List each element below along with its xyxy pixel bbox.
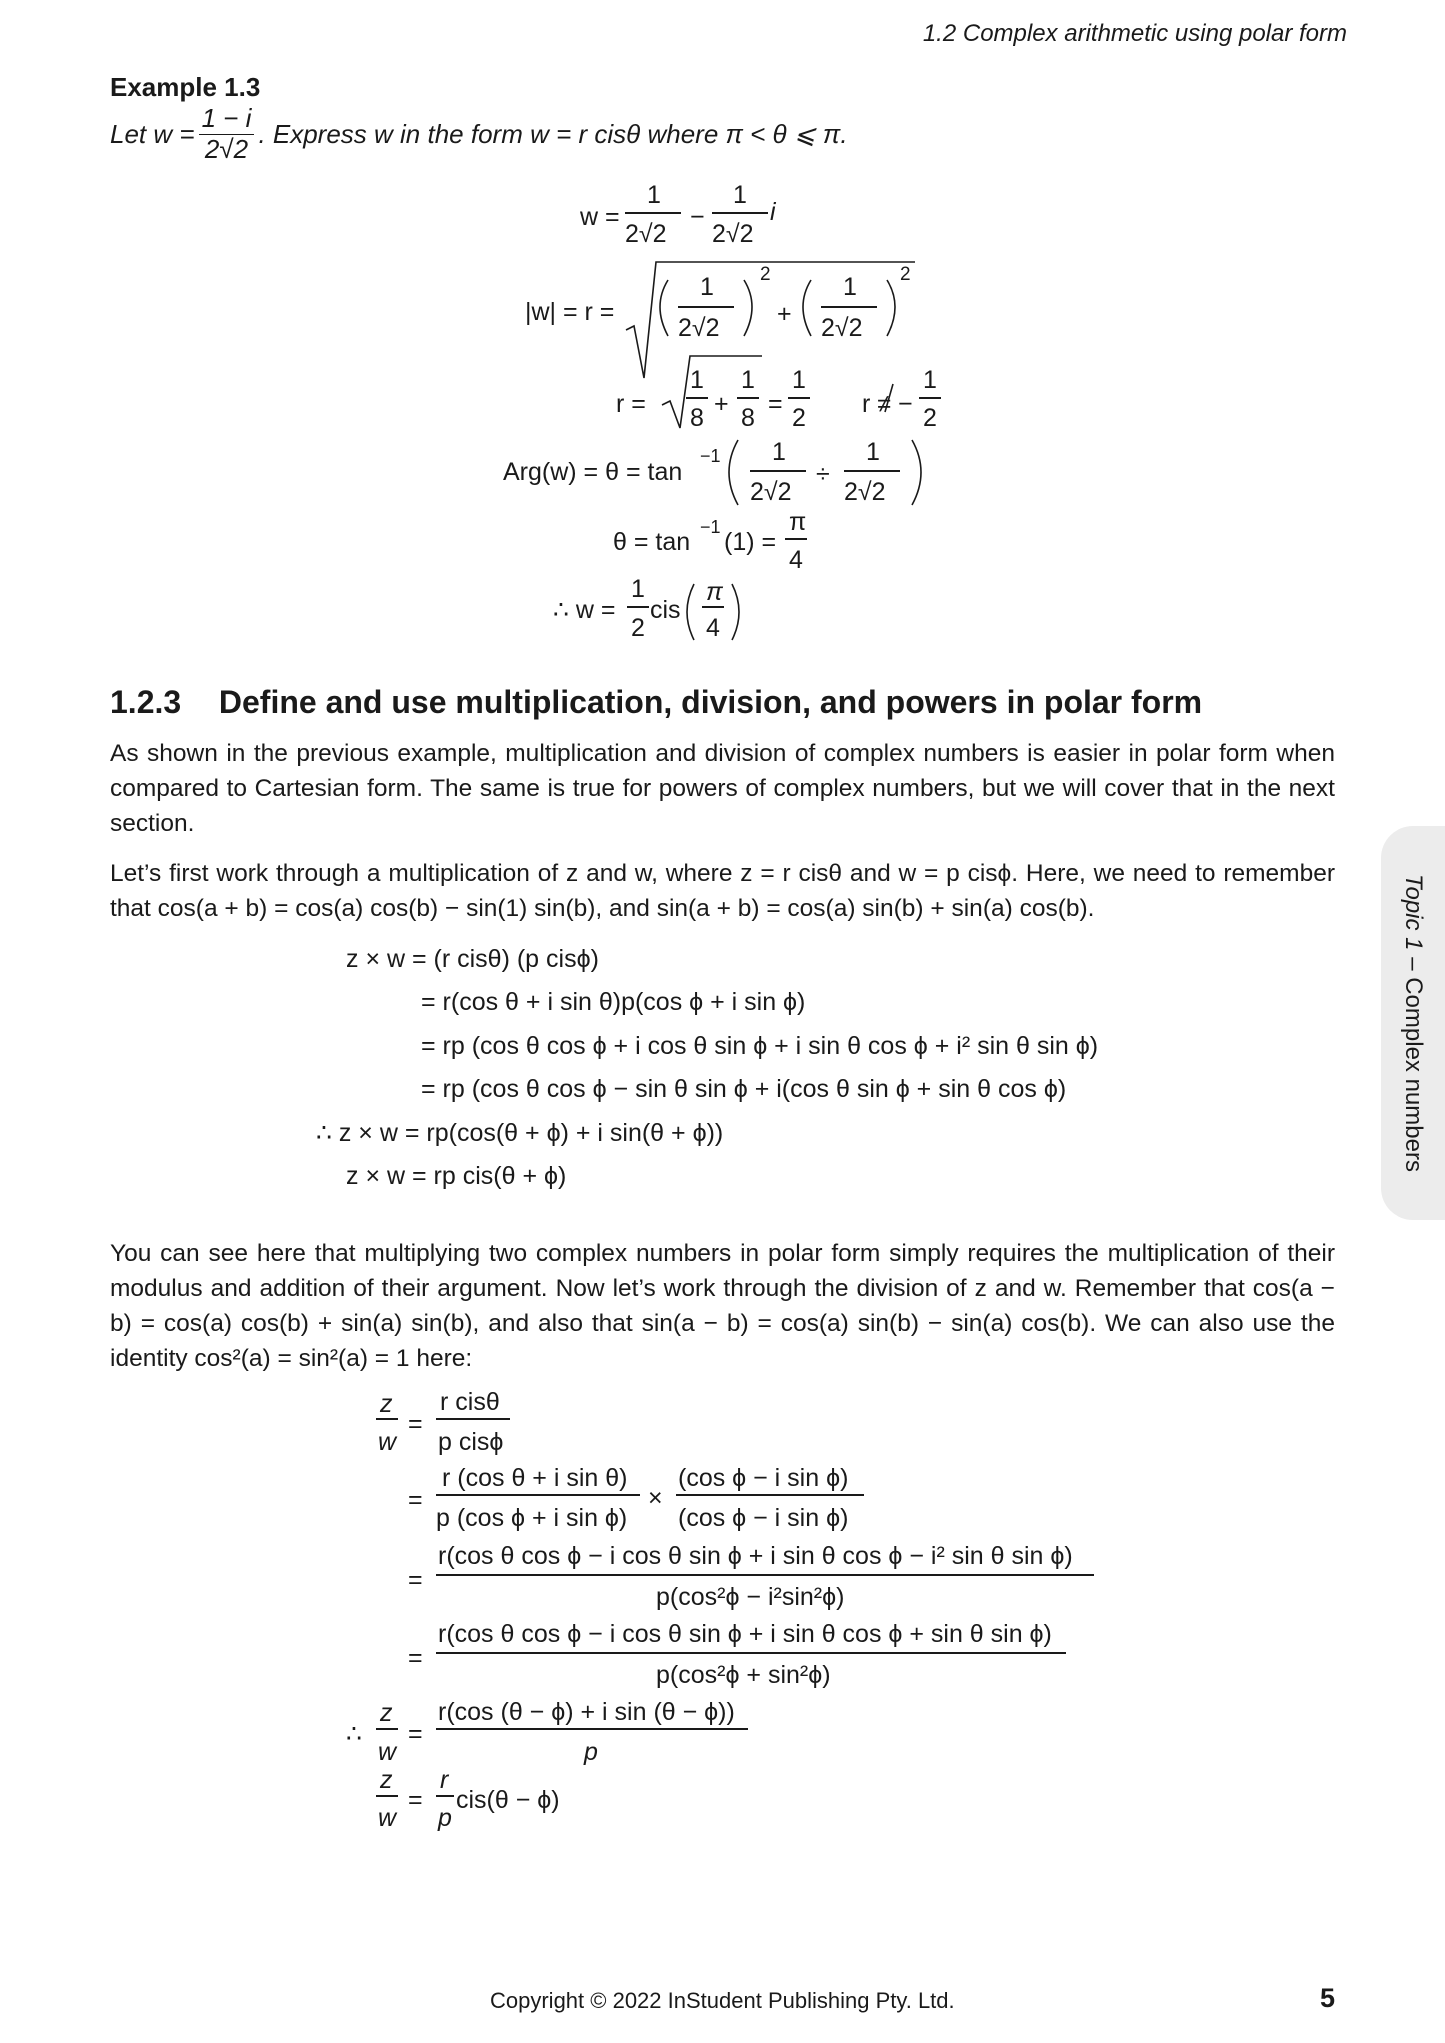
mod-t2-den: 2√2: [821, 314, 863, 342]
theta-rest: (1) =: [724, 528, 777, 556]
theta-line: θ = tan: [613, 528, 691, 556]
div-s5-den: p: [584, 1738, 598, 1766]
arg-b-den: 2√2: [844, 478, 886, 506]
div-s2b-num: (cos ϕ − i sin ϕ): [678, 1464, 849, 1492]
div-eq-1: =: [408, 1410, 423, 1438]
div-s3-num: r(cos θ cos ϕ − i cos θ sin ϕ + i sin θ cos ϕ − i² sin θ sin ϕ): [438, 1542, 1073, 1570]
running-header: 1.2 Complex arithmetic using polar form: [922, 20, 1347, 47]
mult-line-4: = rp (cos θ cos ϕ − sin θ sin ϕ + i(cos θ sin ϕ + sin θ cos ϕ): [421, 1075, 1067, 1103]
div-s4-den: p(cos²ϕ + sin²ϕ): [656, 1661, 831, 1689]
paragraph-3: You can see here that multiplying two complex numbers in polar form simply requires the multiplication of their modulus and addition of their argument. Now let’s work through the division of z and w. Remember that cos(a − b) = cos(a) cos(b) + sin(a) sin(b), and also that sin(a − b) = cos(a) sin(b) − sin(a) cos(b). We can also use the identity cos²(a) = sin²(a) = 1 here:: [110, 1240, 1335, 1372]
conc-pi-den: 4: [706, 614, 720, 642]
div-s4-num: r(cos θ cos ϕ − i cos θ sin ϕ + i sin θ cos ϕ + sin θ sin ϕ): [438, 1620, 1052, 1648]
div-eq-3: =: [408, 1566, 423, 1594]
r-not-den: 2: [923, 404, 937, 432]
div-therefore: ∴: [346, 1720, 362, 1748]
r-c-num: 1: [792, 366, 806, 394]
mod-t1-den: 2√2: [678, 314, 720, 342]
div-eq-5: =: [408, 1720, 423, 1748]
mult-line-6: z × w = rp cis(θ + ϕ): [346, 1162, 567, 1190]
copyright: Copyright © 2022 InStudent Publishing Pty. Ltd.: [490, 1988, 955, 2013]
sqrt-sign-2: [662, 356, 762, 428]
conc-pi-num: π: [706, 578, 723, 606]
mult-line-2: = r(cos θ + i sin θ)p(cos ϕ + i sin ϕ): [421, 988, 806, 1016]
div-s1-den: p cisϕ: [438, 1428, 504, 1456]
w-i: i: [770, 198, 776, 226]
w-t2-num: 1: [733, 181, 747, 209]
mod-t2-num: 1: [843, 273, 857, 301]
example-let: Let w =: [110, 118, 195, 149]
topic-side-tab[interactable]: [1381, 826, 1445, 1220]
div-s3-den: p(cos²ϕ − i²sin²ϕ): [656, 1583, 845, 1611]
w-minus: −: [690, 203, 705, 231]
div-z-6: z: [380, 1766, 393, 1794]
paren-2: [744, 280, 752, 336]
mult-line-5: ∴ z × w = rp(cos(θ + ϕ) + i sin(θ + ϕ)): [316, 1119, 724, 1147]
r-plus: +: [714, 390, 729, 418]
w-lhs: w =: [580, 203, 620, 231]
fraction-numerator: 1 − i: [199, 104, 255, 135]
arg-a-num: 1: [772, 438, 786, 466]
arg-b-num: 1: [866, 438, 880, 466]
fraction-denominator: 2√2: [204, 133, 249, 164]
paren-4: [887, 280, 895, 336]
r-a-den: 8: [690, 404, 704, 432]
section-number: 1.2.3: [110, 684, 182, 720]
conc-den: 2: [631, 614, 645, 642]
w-t2-den: 2√2: [712, 220, 754, 248]
div-w-1: w: [378, 1428, 397, 1456]
paren-8: [732, 584, 739, 640]
r-not: r ≠ −: [862, 390, 913, 418]
section-heading: [110, 684, 1202, 721]
mult-line-1: z × w = (r cisθ) (p cisϕ): [346, 945, 599, 973]
div-s2b-den: (cos ϕ − i sin ϕ): [678, 1504, 849, 1532]
div-w-5: w: [378, 1738, 397, 1766]
r-b-num: 1: [741, 366, 755, 394]
example-instruction: . Express w in the form w = r cisθ where π < θ ⩽ π.: [258, 118, 848, 149]
div-w-6: w: [378, 1804, 397, 1832]
example-title: Example 1.3: [110, 72, 261, 102]
div-times: ×: [648, 1484, 663, 1512]
r-b-den: 8: [741, 404, 755, 432]
theta-num: π: [789, 508, 807, 536]
arg-exp: −1: [700, 446, 721, 466]
div-s1-num: r cisθ: [440, 1388, 500, 1416]
topic-name: Complex numbers: [1400, 977, 1427, 1172]
mod-plus: +: [777, 300, 792, 328]
page-number: 5: [1319, 1983, 1335, 2013]
paren-6: [912, 440, 921, 505]
mod-exp-1: 2: [760, 264, 771, 285]
neq-slash: [885, 384, 893, 412]
topic-number: Topic 1: [1400, 874, 1427, 951]
section-title: Define and use multiplication, division, and powers in polar form: [218, 684, 1203, 720]
arg-div: ÷: [816, 460, 830, 488]
mod-exp-2: 2: [900, 264, 911, 285]
paren-7: [687, 584, 694, 640]
mod-t1-num: 1: [700, 273, 714, 301]
r-lhs: r =: [616, 390, 646, 418]
div-s6-r: r: [440, 1766, 449, 1794]
div-s2a-num: r (cos θ + i sin θ): [442, 1464, 628, 1492]
sqrt-sign-1: [626, 262, 915, 378]
r-a-num: 1: [690, 366, 704, 394]
div-s6-rest: cis(θ − ϕ): [456, 1786, 560, 1814]
div-s2a-den: p (cos ϕ + i sin ϕ): [436, 1504, 628, 1532]
topic-dash: –: [1400, 950, 1427, 978]
mod-lhs: |w| = r =: [525, 298, 615, 326]
topic-side-label: [1399, 874, 1427, 1172]
paren-5: [729, 440, 738, 505]
paragraph-1: As shown in the previous example, multiplication and division of complex numbers is easier in polar form when compared to Cartesian form. The same is true for powers of complex numbers, but we will cover that in the next section.: [110, 740, 1335, 837]
mult-line-3: = rp (cos θ cos ϕ + i cos θ sin ϕ + i sin θ cos ϕ + i² sin θ sin ϕ): [421, 1032, 1099, 1060]
r-c-den: 2: [792, 404, 806, 432]
div-s5-num: r(cos (θ − ϕ) + i sin (θ − ϕ)): [438, 1698, 735, 1726]
conc-lhs: ∴ w =: [553, 596, 616, 624]
theta-exp: −1: [700, 517, 721, 537]
div-s6-p: p: [438, 1804, 452, 1832]
div-eq-2: =: [408, 1486, 423, 1514]
paren-3: [803, 280, 811, 336]
div-z-5: z: [380, 1699, 393, 1727]
div-eq-4: =: [408, 1644, 423, 1672]
conc-num: 1: [631, 575, 645, 603]
w-t1-den: 2√2: [625, 220, 667, 248]
paren-1: [660, 280, 668, 336]
arg-a-den: 2√2: [750, 478, 792, 506]
theta-den: 4: [789, 546, 803, 574]
w-t1-num: 1: [647, 181, 661, 209]
div-eq-6: =: [408, 1786, 423, 1814]
arg-lhs: Arg(w) = θ = tan: [503, 458, 683, 486]
div-z-1: z: [380, 1390, 393, 1418]
conc-cis: cis: [650, 596, 681, 624]
r-not-num: 1: [923, 366, 937, 394]
paragraph-2: Let’s first work through a multiplication of z and w, where z = r cisθ and w = p cisϕ. Here, we need to remember that cos(a + b) = cos(a) cos(b) − sin(1) sin(b), and sin(a + b) = cos(a) sin(b) + sin(a) cos(b).: [110, 860, 1335, 922]
r-eq: =: [768, 390, 783, 418]
